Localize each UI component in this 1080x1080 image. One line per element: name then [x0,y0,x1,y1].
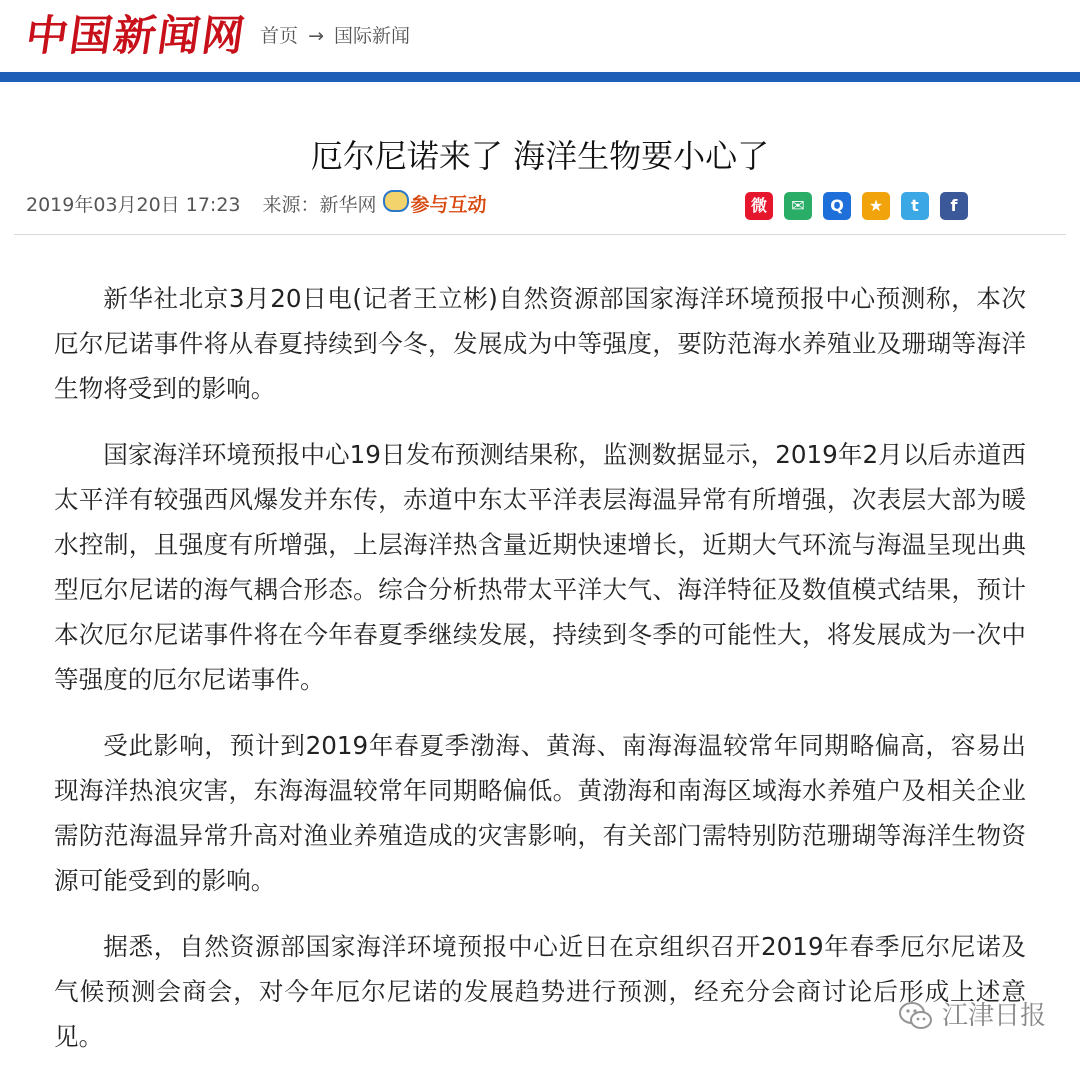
article-source: 来源：新华网 [262,194,377,216]
publish-date: 2019年03月20日 17:23 [26,194,241,216]
article-meta [26,188,487,222]
chat-bubble-icon [383,190,409,212]
article-title: 厄尔尼诺来了 海洋生物要小心了 [310,137,770,176]
site-logo[interactable]: 中国新闻网 [22,11,250,60]
join-discussion-label: 参与互动 [410,194,487,216]
watermark [898,996,1046,1036]
join-discussion-button[interactable] [383,188,487,222]
breadcrumb [260,22,410,50]
meta-divider [14,234,1066,235]
tencent-weibo-icon[interactable]: t [901,192,929,220]
breadcrumb-section-link[interactable]: 国际新闻 [334,25,411,47]
breadcrumb-home-link[interactable]: 首页 [260,25,299,47]
article-paragraph: 受此影响，预计到2019年春夏季渤海、黄海、南海海温较常年同期略偏高，容易出现海洋热浪灾害，东海海温较常年同期略偏低。黄渤海和南海区域海水养殖户及相关企业需防范海温异常升高对渔业养殖造成的灾害影响，有关部门需特别防范珊瑚等海洋生物资源可能受到的影响。 [54,731,1026,895]
article-paragraph: 新华社北京3月20日电(记者王立彬)自然资源部国家海洋环境预报中心预测称，本次厄尔尼诺事件将从春夏持续到今冬，发展成为中等强度，要防范海水养殖业及珊瑚等海洋生物将受到的影响。 [54,284,1026,403]
site-header [0,0,1080,72]
breadcrumb-separator: → [308,25,324,47]
article-paragraph: 国家海洋环境预报中心19日发布预测结果称，监测数据显示，2019年2月以后赤道西太平洋有较强西风爆发并东传，赤道中东太平洋表层海温异常有所增强，次表层大部为暖水控制，且强度有所增强，上层海洋热含量近期快速增长，近期大气环流与海温呈现出典型厄尔尼诺的海气耦合形态。综合分析热带太平洋大气、海洋特征及数值模式结果，预计本次厄尔尼诺事件将在今年春夏季继续发展，持续到冬季的可能性大，将发展成为一次中等强度的厄尔尼诺事件。 [54,440,1026,694]
qzone-icon[interactable]: ★ [862,192,890,220]
wechat-icon[interactable]: ✉ [784,192,812,220]
share-bar [745,192,968,220]
weibo-icon[interactable]: 微 [745,192,773,220]
wechat-icon [898,998,934,1034]
header-divider-bar [0,72,1080,82]
article-paragraph: 据悉，自然资源部国家海洋环境预报中心近日在京组织召开2019年春季厄尔尼诺及气候预测会商会，对今年厄尔尼诺的发展趋势进行预测，经充分会商讨论后形成上述意见。 [54,932,1026,1051]
article-body [54,276,1026,1080]
qq-icon[interactable]: Q [823,192,851,220]
watermark-text: 江津日报 [941,1001,1046,1031]
facebook-icon[interactable]: f [940,192,968,220]
